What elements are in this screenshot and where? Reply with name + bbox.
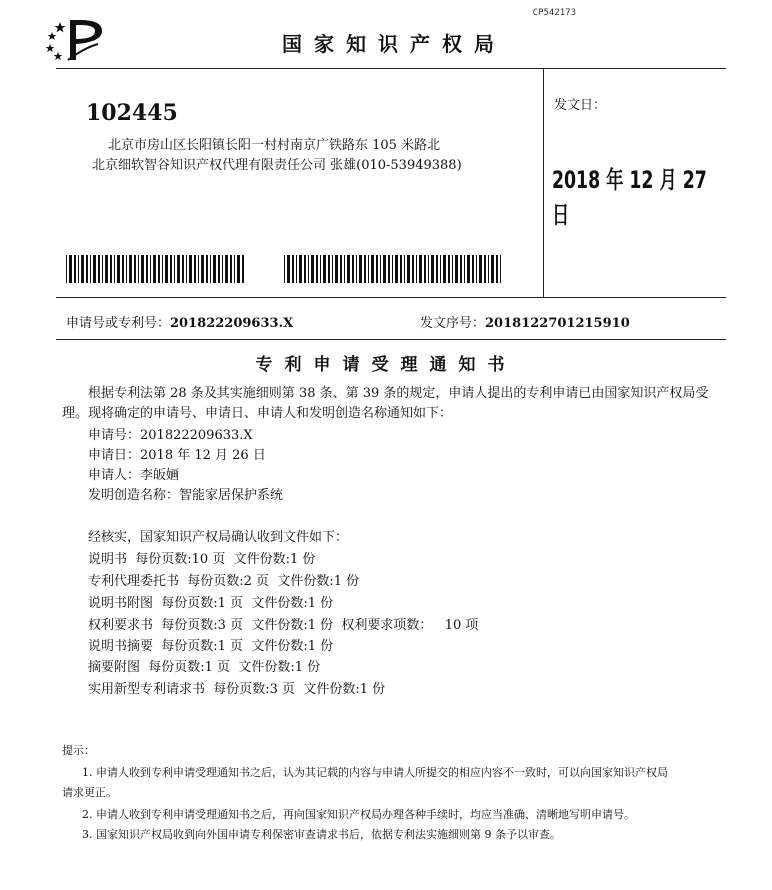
serial-number-label: 发文序号：	[420, 316, 486, 331]
application-number-value: 201822209633.X	[170, 316, 294, 331]
tip-item: 2. 申请人收到专利申请受理通知书之后，再向国家知识产权局办理各种手续时，均应当准确、清晰地写明申请号。	[82, 808, 635, 821]
recipient-address: 北京市房山区长阳镇长阳一村村南京广铁路东 105 米路北	[108, 138, 441, 153]
notice-title: 专利申请受理通知书	[255, 355, 517, 375]
column-divider	[543, 68, 544, 297]
file-item: 说明书 每份页数:10 页 文件份数:1 份	[88, 552, 316, 567]
tip-item: 1. 申请人收到专利申请受理通知书之后，认为其记载的内容与申请人所提交的相应内容不一致时，可以向国家知识产权局	[82, 766, 668, 779]
tip-item-continued: 请求更正。	[62, 786, 117, 799]
file-item: 说明书附图 每份页数:1 页 文件份数:1 份	[88, 596, 334, 611]
agent-name: 北京细软智谷知识产权代理有限责任公司 张雄(010-53949388)	[92, 158, 462, 173]
intro-paragraph: 根据专利法第 28 条及其实施细则第 38 条、第 39 条的规定，申请人提出的专利申请已由国家知识产权局受理。现将确定的申请号、申请日、申请人和发明创造名称通知如下：	[62, 386, 709, 421]
cnipa-logo-icon	[40, 14, 110, 64]
dispatch-date-value: 2018 年 12 月 27 日	[552, 166, 707, 229]
application-number-row	[66, 312, 293, 331]
barcode-left	[66, 255, 246, 283]
tip-item: 3. 国家知识产权局收到向外国申请专利保密审查请求书后，依据专利法实施细则第 9 条予以审查。	[82, 828, 561, 841]
file-item: 权利要求书 每份页数:3 页 文件份数:1 份 权利要求项数： 10 项	[88, 618, 479, 633]
header-divider	[56, 68, 726, 69]
document-code: CP542173	[532, 8, 576, 18]
numbers-divider	[56, 339, 726, 340]
office-name: 国家知识产权局	[282, 32, 506, 56]
file-item: 说明书摘要 每份页数:1 页 文件份数:1 份	[88, 639, 334, 654]
barcode-right	[284, 255, 502, 283]
detail-invention-name: 发明创造名称：智能家居保护系统	[88, 488, 284, 503]
serial-number-row	[420, 312, 630, 331]
tips-heading: 提示：	[62, 744, 95, 757]
detail-applicant: 申请人：李皈婳	[88, 468, 180, 483]
detail-application-date: 申请日：2018 年 12 月 26 日	[88, 448, 266, 463]
application-number-label: 申请号或专利号：	[66, 316, 171, 331]
serial-number-value: 2018122701215910	[485, 316, 630, 331]
address-block-divider	[56, 297, 726, 298]
postcode: 102445	[86, 100, 178, 126]
file-item: 实用新型专利请求书 每份页数:3 页 文件份数:1 份	[88, 682, 386, 697]
dispatch-date-label: 发文日：	[554, 98, 607, 113]
detail-application-number: 申请号：201822209633.X	[88, 428, 253, 443]
file-item: 专利代理委托书 每份页数:2 页 文件份数:1 份	[88, 574, 360, 589]
file-item: 摘要附图 每份页数:1 页 文件份数:1 份	[88, 660, 321, 675]
received-intro: 经核实，国家知识产权局确认收到文件如下：	[88, 530, 349, 545]
